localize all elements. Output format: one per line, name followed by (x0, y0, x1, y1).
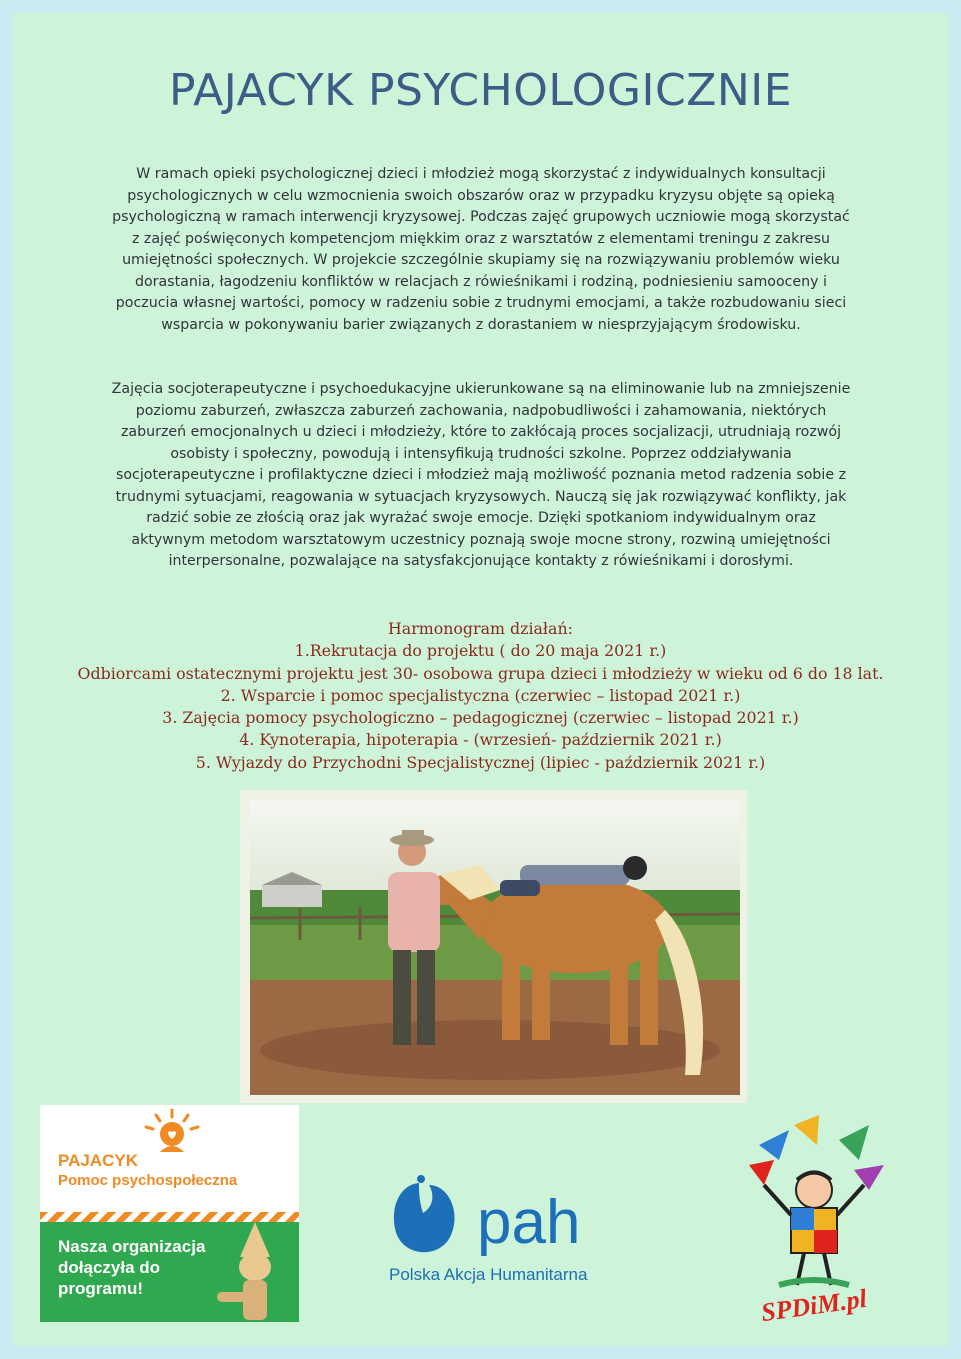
activities-paragraph: Zajęcia socjoterapeutyczne i psychoedukacyjne ukierunkowane są na eliminowanie lub na zmniejszenie poziomu zaburzeń, zwłaszcza zaburzeń zachowania, nadpobudliwości i zahamowania, niektórych zaburzeń emocjonalnych u dzieci i młodzieży, które to zakłócają proces socjalizacji, utrudniają rozwój osobisty i społeczny, powodują i intensyfikują trudności szkolne. Poprzez oddziaływania socjoterapeutyczne i profilaktyczne dzieci i młodzież mają możliwość poznania metod radzenia sobie z trudnymi sytuacjami, reagowania w sytuacjach kryzysowych. Nauczą się jak rozwiązywać konflikty, jak radzić sobie ze złością oraz jak wyrażać swoje emocje. Dzięki spotkaniom indywidualnym oraz aktywnym metodom warsztatowym uczestnicy poznają swoje mocne strony, rozwiną umiejętności interpersonalne, pozwalające na satysfakcjonujące kontakty z rówieśnikami i dorosłymi. (111, 381, 851, 569)
pah-fullname: Polska Akcja Humanitarna (389, 1265, 588, 1284)
page-title: PAJACYK PSYCHOLOGICZNIE (168, 65, 793, 116)
pah-logo (389, 1173, 649, 1293)
wooden-puppet-icon (215, 1222, 295, 1322)
pajacyk-subtitle: Pomoc psychospołeczna (58, 1172, 238, 1189)
horse-illustration (240, 790, 747, 1103)
sun-heart-icon (132, 1107, 212, 1157)
pajacyk-message: Nasza organizacja dołączyła do programu! (58, 1237, 206, 1298)
schedule-item: 1.Rekrutacja do projektu ( do 20 maja 2021 r.) (294, 641, 667, 661)
child-with-birds-icon (719, 1115, 909, 1290)
hippotherapy-photo (240, 790, 747, 1103)
spdim-wordmark: SPDiM.pl (759, 1283, 869, 1328)
pajacyk-logo (40, 1105, 299, 1322)
schedule-heading: Harmonogram działań: (388, 619, 573, 638)
pah-emblem-icon (389, 1173, 649, 1263)
schedule-section (33, 618, 928, 774)
spdim-logo (719, 1115, 909, 1330)
pajacyk-green-band (40, 1222, 299, 1322)
schedule-item: 4. Kynoterapia, hipoterapia - (wrzesień- październik 2021 r.) (239, 730, 722, 750)
pajacyk-stripes (40, 1212, 299, 1222)
schedule-item: 2. Wsparcie i pomoc specjalistyczna (czerwiec – listopad 2021 r.) (220, 685, 741, 705)
schedule-item: 5. Wyjazdy do Przychodni Specjalistycznej (lipiec - październik 2021 r.) (195, 752, 766, 772)
pah-wordmark: pah (477, 1188, 581, 1257)
schedule-note: Odbiorcami ostatecznymi projektu jest 30- osobowa grupa dzieci i młodzieży w wieku od 6 do 18 lat. (77, 663, 884, 683)
poster-page (13, 13, 948, 1346)
intro-paragraph: W ramach opieki psychologicznej dzieci i młodzież mogą skorzystać z indywidualnych konsultacji psychologicznych w celu wzmocnienia swoich obszarów oraz w przypadku kryzysu objęte są opieką psychologiczną w ramach interwencji kryzysowej. Podczas zajęć grupowych uczniowie mogą skorzystać z zajęć poświęconych kompetencjom miękkim oraz z warsztatów z elementami treningu z zakresu umiejętności społecznych. W projekcie szczególnie skupiamy się na rozwiązywaniu problemów wieku dorastania, łagodzeniu konfliktów w relacjach z rówieśnikami i rodziną, podniesieniu samooceny i poczucia własnej wartości, pomocy w radzeniu sobie z trudnymi emocjami, a także rozbudowaniu sieci wsparcia w pokonywaniu barier związanych z dorastaniem w niesprzyjającym środowisku. (112, 166, 850, 333)
pajacyk-logo-top (40, 1105, 299, 1212)
pajacyk-name: PAJACYK (58, 1151, 138, 1170)
schedule-item: 3. Zajęcia pomocy psychologiczno – pedagogicznej (czerwiec – listopad 2021 r.) (162, 708, 799, 728)
